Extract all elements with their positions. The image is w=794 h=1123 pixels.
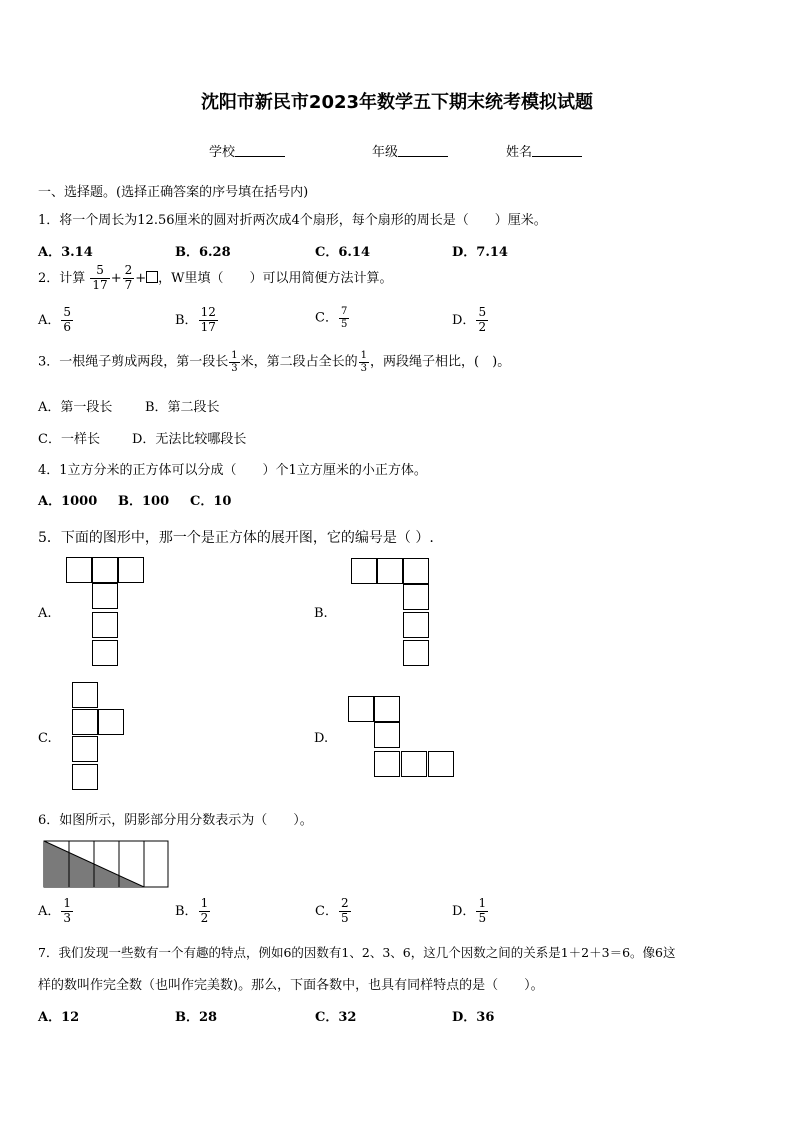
q3-fraction-1: $\frac{1}{3}$	[231, 350, 238, 374]
net-d-cell	[428, 751, 454, 777]
net-b-cell	[403, 640, 429, 666]
net-a-cell	[92, 583, 118, 609]
section-heading: 一、选择题。(选择正确答案的序号填在括号内)	[38, 185, 309, 200]
net-d-cell	[374, 696, 400, 722]
q6-option-d: D． $\frac{1}{5}$	[452, 896, 487, 925]
q5-label-c: C.	[38, 731, 52, 746]
net-b-cell	[403, 612, 429, 638]
q2-option-c-fraction: $\frac{7}{5}$	[340, 306, 348, 330]
grade-label: 年级	[372, 145, 399, 160]
q3-option-a: A．第一段长	[38, 400, 113, 415]
q7-option-b: B．28	[175, 1010, 218, 1025]
q5-label-b: B.	[314, 606, 328, 621]
school-label: 学校	[209, 145, 236, 160]
net-a-cell	[118, 557, 144, 583]
net-a-cell	[66, 557, 92, 583]
net-b-cell	[351, 558, 377, 584]
q2-plus-2: +	[135, 270, 147, 286]
net-d-cell	[348, 696, 374, 722]
question-7-line-1: 7．我们发现一些数有一个有趣的特点，例如6的因数有1、2、3、6，这几个因数之间的关系是1＋2＋3＝6。像6这	[38, 945, 676, 960]
q6-option-b: B． $\frac{1}{2}$	[175, 896, 209, 925]
net-c-cell	[98, 709, 124, 735]
q1-option-a: A．3.14	[38, 245, 93, 260]
question-7-line-2: 样的数叫作完全数（也叫作完美数)。那么，下面各数中，也具有同样特点的是（ ）。	[38, 978, 544, 993]
question-4: 4．1立方分米的正方体可以分成（ ）个1立方厘米的小正方体。	[38, 463, 427, 478]
q2-fraction-2: $\frac{2}{7}$	[124, 263, 133, 292]
q3-suffix: ，两段绳子相比，( )。	[370, 354, 511, 370]
grade-blank	[398, 144, 448, 157]
q6-option-a-fraction: $\frac{1}{3}$	[63, 896, 72, 925]
net-a-cell	[92, 640, 118, 666]
q3-option-c: C．一样长	[38, 432, 100, 447]
net-c-cell	[72, 709, 98, 735]
grade-field	[372, 141, 448, 160]
q2-option-a-fraction: $\frac{5}{6}$	[63, 305, 72, 334]
q4-option-b: B．100	[118, 494, 170, 509]
q5-label-d: D.	[314, 731, 329, 746]
q2-option-b-fraction: $\frac{12}{17}$	[200, 305, 216, 334]
q2-option-d: D． $\frac{5}{2}$	[452, 305, 487, 334]
net-a-cell	[92, 612, 118, 638]
net-d-cell	[401, 751, 427, 777]
school-field	[209, 141, 285, 160]
q2-suffix: ，W里填（ ）可以用简便方法计算。	[158, 270, 393, 286]
q2-fraction-1: $\frac{5}{17}$	[92, 263, 108, 292]
q6-option-c-fraction: $\frac{2}{5}$	[340, 896, 349, 925]
net-b-cell	[403, 584, 429, 610]
q3-fraction-2: $\frac{1}{3}$	[360, 350, 368, 374]
q6-option-d-fraction: $\frac{1}{5}$	[478, 896, 487, 925]
net-b-cell	[403, 558, 429, 584]
q2-plus-1: +	[110, 270, 122, 286]
q3-prefix: 3．一根绳子剪成两段，第一段长	[38, 354, 229, 370]
q1-option-b: B．6.28	[175, 245, 231, 260]
q2-option-d-fraction: $\frac{5}{2}$	[478, 305, 487, 334]
q3-option-d: D．无法比较哪段长	[132, 432, 247, 447]
question-3	[38, 350, 510, 374]
q2-option-a: A． $\frac{5}{6}$	[38, 305, 72, 334]
page-title: 沈阳市新民市2023年数学五下期末统考模拟试题	[200, 92, 594, 113]
q2-option-b: B． $\frac{12}{17}$	[175, 305, 216, 334]
q6-option-a: A． $\frac{1}{3}$	[38, 896, 72, 925]
net-d-cell	[374, 722, 400, 748]
question-5: 5．下面的图形中，那一个是正方体的展开图，它的编号是（ ）.	[38, 530, 434, 546]
question-1: 1．将一个周长为12.56厘米的圆对折两次成4个扇形，每个扇形的周长是（ ）厘米。	[38, 213, 547, 228]
q2-option-c: C． $\frac{7}{5}$	[315, 306, 348, 330]
q7-option-a: A．12	[38, 1010, 80, 1025]
q7-option-c: C．32	[315, 1010, 357, 1025]
school-blank	[235, 144, 285, 157]
q6-option-b-fraction: $\frac{1}{2}$	[200, 896, 209, 925]
shaded-rectangle-figure	[43, 840, 169, 888]
name-blank	[532, 144, 582, 157]
q4-option-a: A．1000	[38, 494, 98, 509]
q5-label-a: A.	[38, 606, 52, 621]
question-6: 6．如图所示，阴影部分用分数表示为（ ）。	[38, 813, 313, 828]
q4-option-c: C．10	[190, 494, 232, 509]
q7-option-d: D．36	[452, 1010, 495, 1025]
net-c-cell	[72, 682, 98, 708]
net-a-cell	[92, 557, 118, 583]
question-2	[38, 264, 393, 293]
q1-option-d: D．7.14	[452, 245, 508, 260]
net-c-cell	[72, 764, 98, 790]
q3-middle: 米，第二段占全长的	[240, 354, 358, 370]
q6-option-c: C． $\frac{2}{5}$	[315, 896, 349, 925]
net-c-cell	[72, 736, 98, 762]
net-b-cell	[377, 558, 403, 584]
name-field	[506, 141, 582, 160]
q2-prefix: 2．计算	[38, 270, 86, 286]
name-label: 姓名	[506, 145, 533, 160]
q1-option-c: C．6.14	[315, 245, 371, 260]
net-d-cell	[374, 751, 400, 777]
blank-square-icon	[146, 271, 158, 283]
q3-option-b: B．第二段长	[145, 400, 220, 415]
